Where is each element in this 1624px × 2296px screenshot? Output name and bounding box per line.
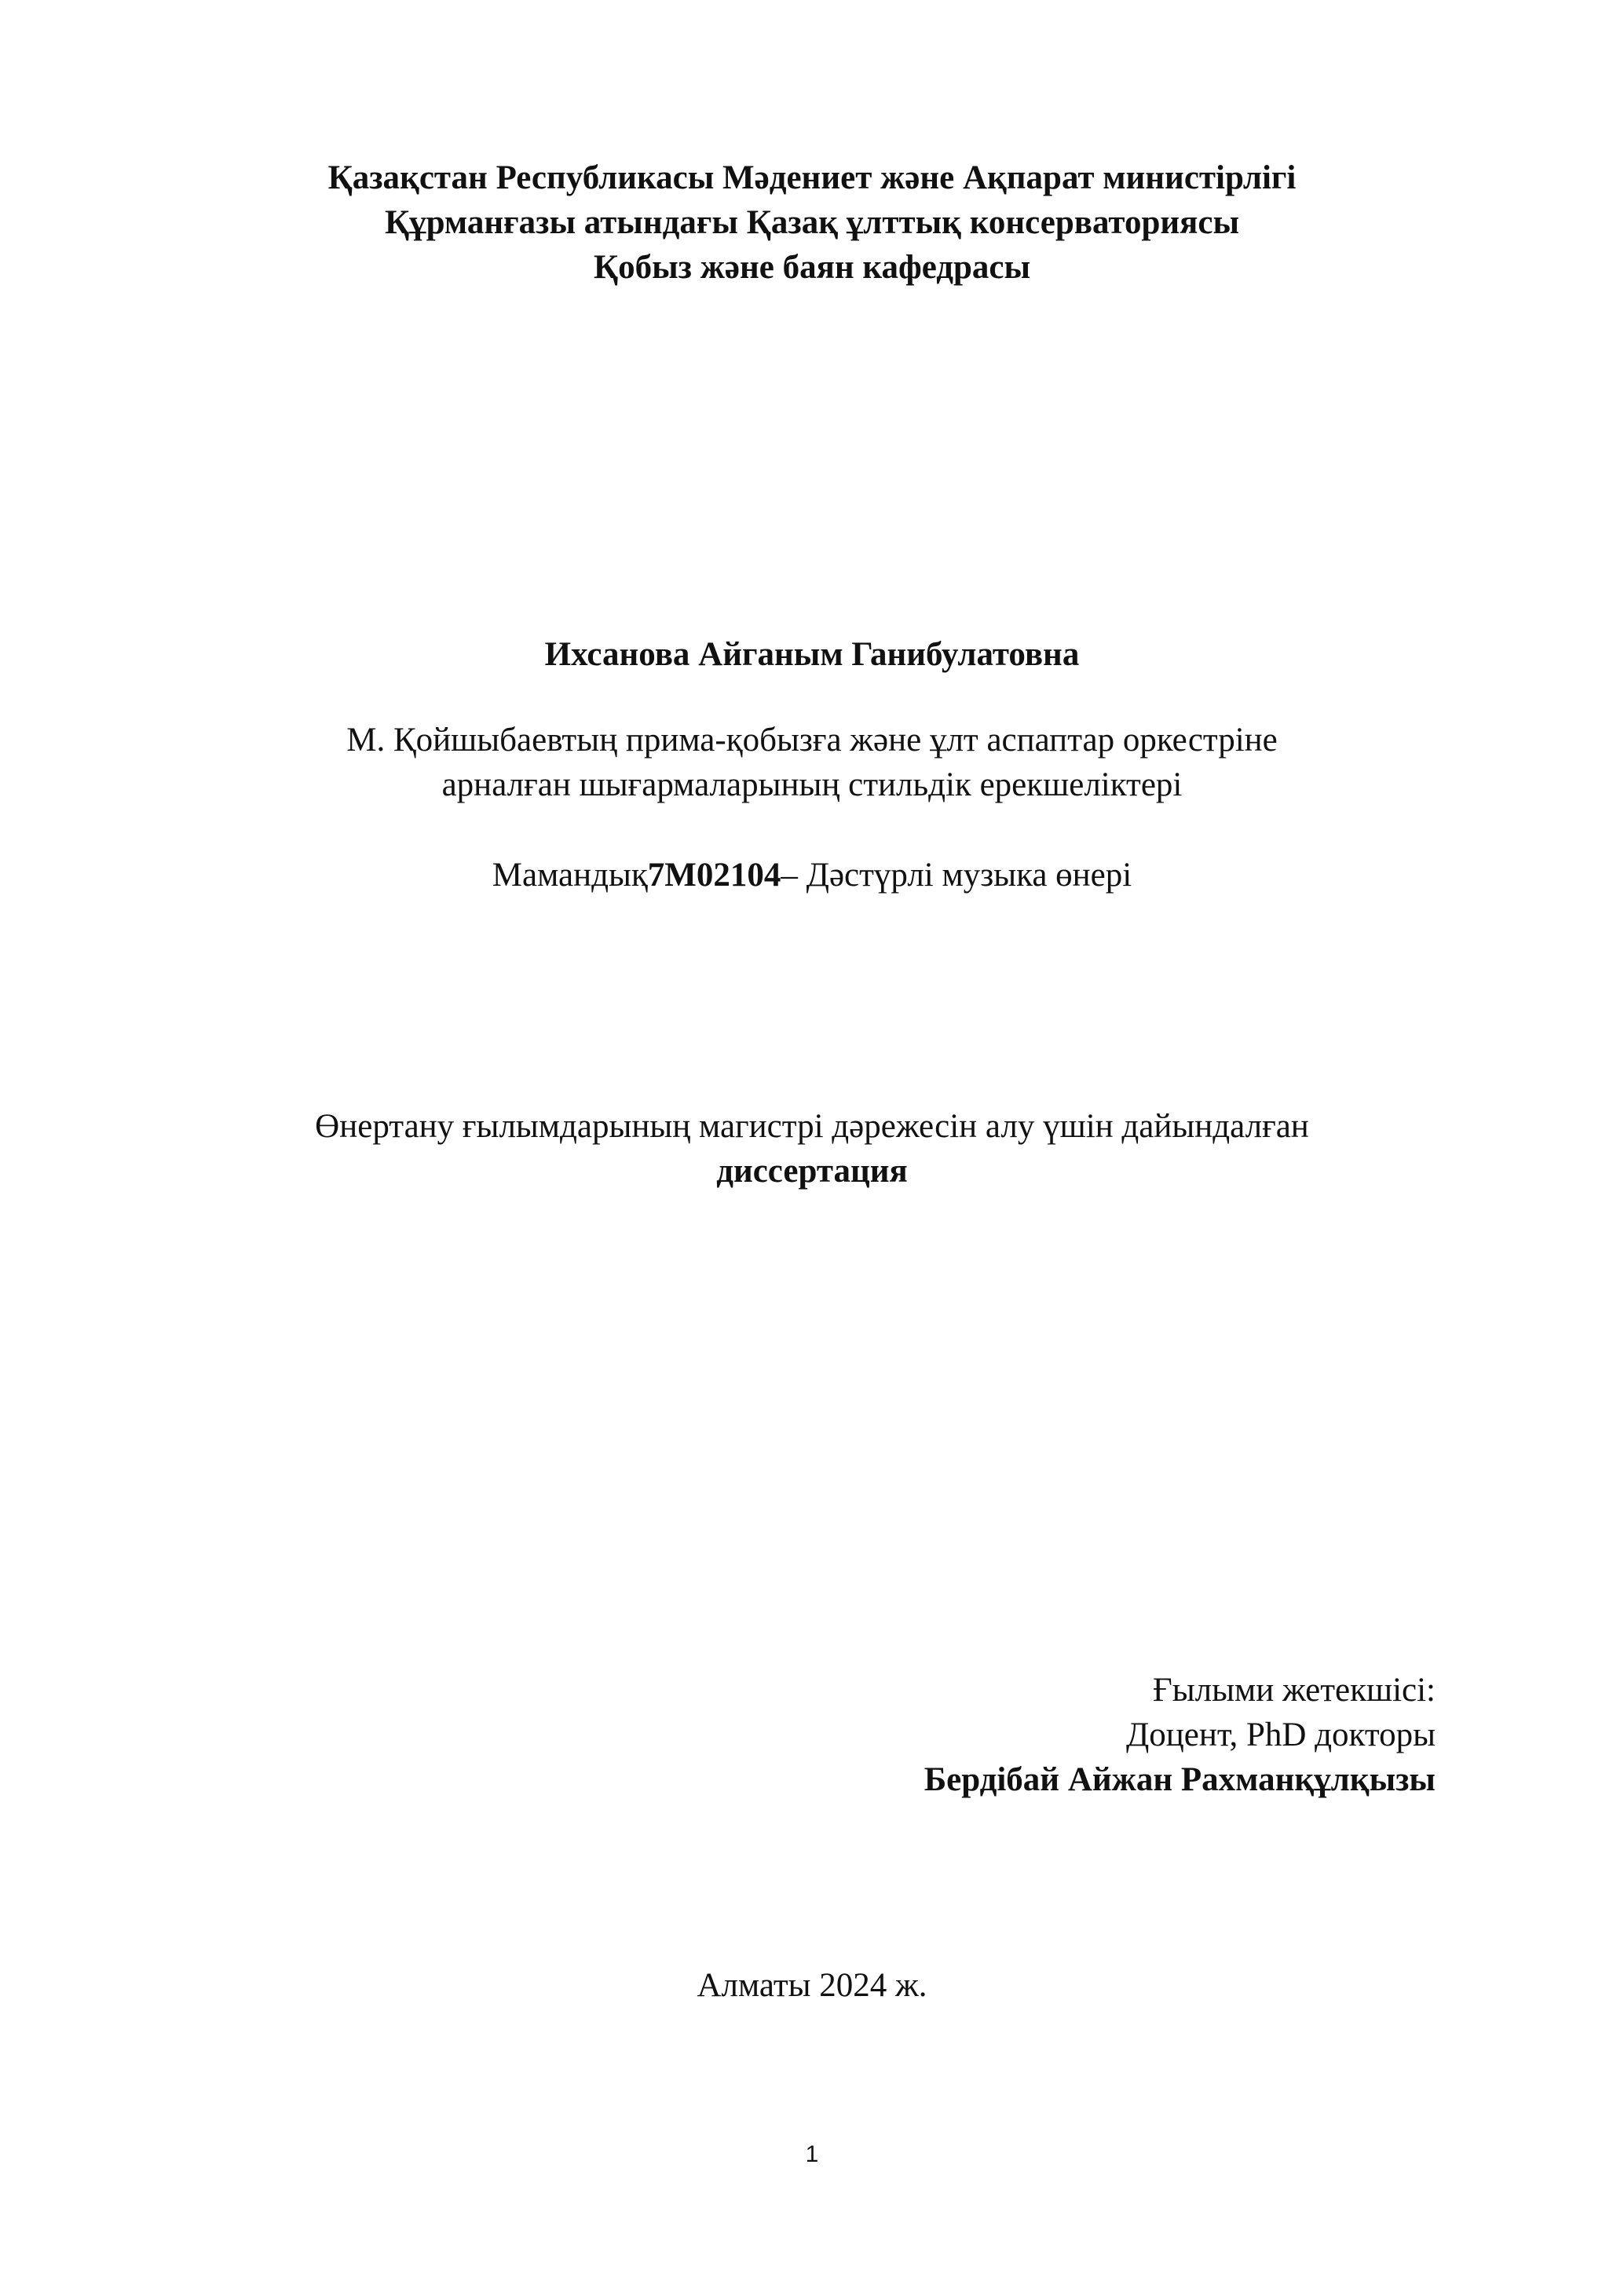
thesis-title-line-1: М. Қойшыбаевтың прима-қобызға және ұлт аспаптар оркестріне	[346, 722, 1278, 759]
degree-statement	[0, 1104, 1624, 1194]
specialty	[0, 853, 1624, 898]
department-line: Қобыз және баян кафедрасы	[593, 249, 1031, 286]
degree-line: Өнертану ғылымдарының магистрі дәрежесін алу үшін дайындалған	[315, 1108, 1309, 1145]
place-and-year: Алматы 2024 ж.	[697, 1967, 927, 2004]
work-type: диссертация	[716, 1153, 908, 1190]
conservatory-line: Құрманғазы атындағы Қазақ ұлттық консерваториясы	[384, 204, 1240, 241]
specialty-name: – Дәстүрлі музыка өнері	[781, 857, 1132, 894]
supervisor-block	[924, 1668, 1436, 1802]
thesis-title	[0, 718, 1624, 807]
specialty-code: 7М02104	[647, 857, 781, 894]
supervisor-name: Бердібай Айжан Рахманқұлқызы	[924, 1761, 1436, 1798]
specialty-prefix: Мамандық	[492, 857, 648, 894]
author-name: Ихсанова Айганым Ганибулатовна	[544, 636, 1080, 673]
ministry-line: Қазақстан Республикасы Мәдениет және Ақпарат министірлігі	[327, 159, 1297, 196]
thesis-title-line-2: арналған шығармаларының стильдік ерекшеліктері	[441, 766, 1183, 803]
institution-header	[0, 155, 1624, 290]
supervisor-position: Доцент, PhD докторы	[1125, 1717, 1436, 1753]
page-number: 1	[805, 2141, 819, 2167]
supervisor-label: Ғылыми жетекшісі:	[1152, 1672, 1436, 1709]
